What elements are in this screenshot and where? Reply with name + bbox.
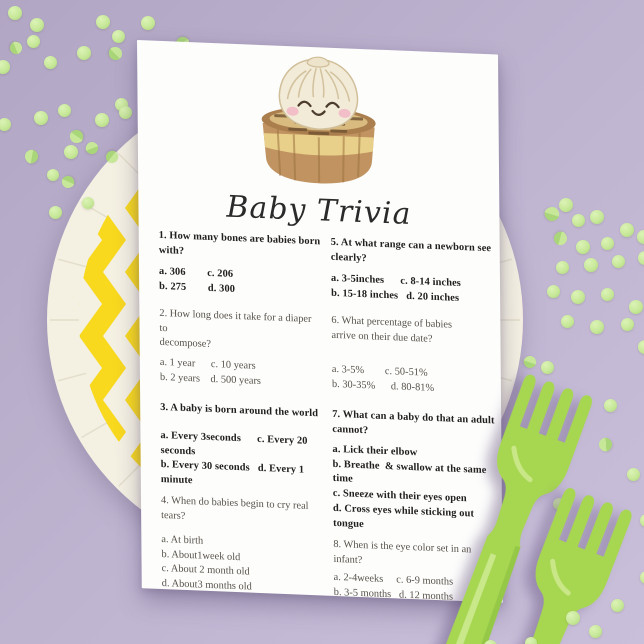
- confetti-dot: [547, 285, 560, 298]
- question-text: 7. What can a baby do that an adult cannot?: [332, 408, 495, 436]
- confetti-dot: [112, 30, 125, 43]
- answer-options: a. 3-5inches c. 8-14 inches b. 15-18 inches d. 20 inches: [330, 272, 461, 304]
- questions-area: [137, 40, 503, 603]
- confetti-dot: [638, 251, 644, 265]
- confetti-dot: [27, 35, 40, 48]
- confetti-dot: [561, 315, 574, 328]
- answer-options: a. Lick their elbow b. Breathe & swallow at the same time c. Sneeze with their eyes open d. Cross eyes while sticking out tongue: [332, 443, 487, 530]
- question-text: 8. When is the eye color set in an infant?: [333, 538, 472, 566]
- card-title: Baby Trivia: [226, 189, 412, 233]
- confetti-dot: [571, 290, 585, 304]
- question-text: 6. What percentage of babies arrive on their due date?: [331, 314, 453, 345]
- question-text: 1. How many bones are babies born with?: [158, 229, 321, 257]
- confetti-dot: [629, 300, 643, 314]
- confetti-dot: [601, 237, 614, 250]
- confetti-dot: [621, 318, 634, 331]
- confetti-dot: [8, 40, 24, 56]
- confetti-dot: [0, 118, 11, 131]
- confetti-dot: [612, 255, 625, 268]
- confetti-dot: [637, 230, 644, 244]
- confetti-dot: [590, 210, 604, 224]
- answer-options: a. 306 c. 206 b. 275 d. 300: [158, 265, 236, 295]
- confetti-dot: [604, 399, 617, 412]
- confetti-dot: [556, 261, 569, 274]
- question-text: 5. At what range can a newborn see clearly?: [330, 236, 492, 264]
- confetti-dot: [584, 258, 598, 272]
- confetti-dot: [22, 147, 40, 165]
- answer-options: a. At birth b. About1week old c. About 2 month old d. About3 months old: [161, 533, 252, 593]
- confetti-dot: [611, 599, 624, 612]
- confetti-dot: [109, 47, 122, 60]
- confetti-dot: [559, 198, 573, 212]
- question-text: 4. When do babies begin to cry real tears?: [160, 494, 309, 522]
- answer-options: a. 1 year c. 10 years b. 2 years d. 500 years: [159, 356, 261, 387]
- confetti-dot: [96, 15, 110, 29]
- confetti-dot: [77, 46, 91, 60]
- confetti-dot: [640, 514, 644, 527]
- answer-options: a. Every 3seconds c. Every 20 seconds b. Every 30 seconds d. Every 1 minute: [160, 429, 308, 487]
- confetti-dot: [8, 6, 22, 20]
- confetti-dot: [640, 571, 644, 584]
- confetti-dot: [590, 320, 604, 334]
- confetti-dot: [596, 435, 614, 453]
- confetti-dot: [543, 205, 562, 224]
- confetti-dot: [0, 60, 10, 74]
- confetti-dot: [601, 288, 614, 301]
- confetti-dot: [576, 240, 590, 254]
- confetti-dot: [620, 223, 634, 237]
- confetti-dot: [638, 340, 644, 354]
- confetti-dot: [627, 468, 640, 481]
- confetti-dot: [30, 18, 44, 32]
- confetti-dot: [552, 230, 570, 248]
- question-text: 2. How long does it take for a diaper to decompose?: [159, 307, 312, 351]
- confetti-dot: [44, 56, 57, 69]
- question-text: 3. A baby is born around the world: [160, 401, 319, 420]
- trivia-card: [137, 40, 503, 603]
- confetti-dot: [141, 16, 155, 30]
- answer-options: a. 2-4weeks c. 6-9 months b. 3-5 months d. 12 months: [333, 571, 454, 603]
- answer-options: a. 3-5% c. 50-51% b. 30-35% d. 80-81%: [331, 363, 435, 394]
- confetti-dot: [572, 214, 585, 227]
